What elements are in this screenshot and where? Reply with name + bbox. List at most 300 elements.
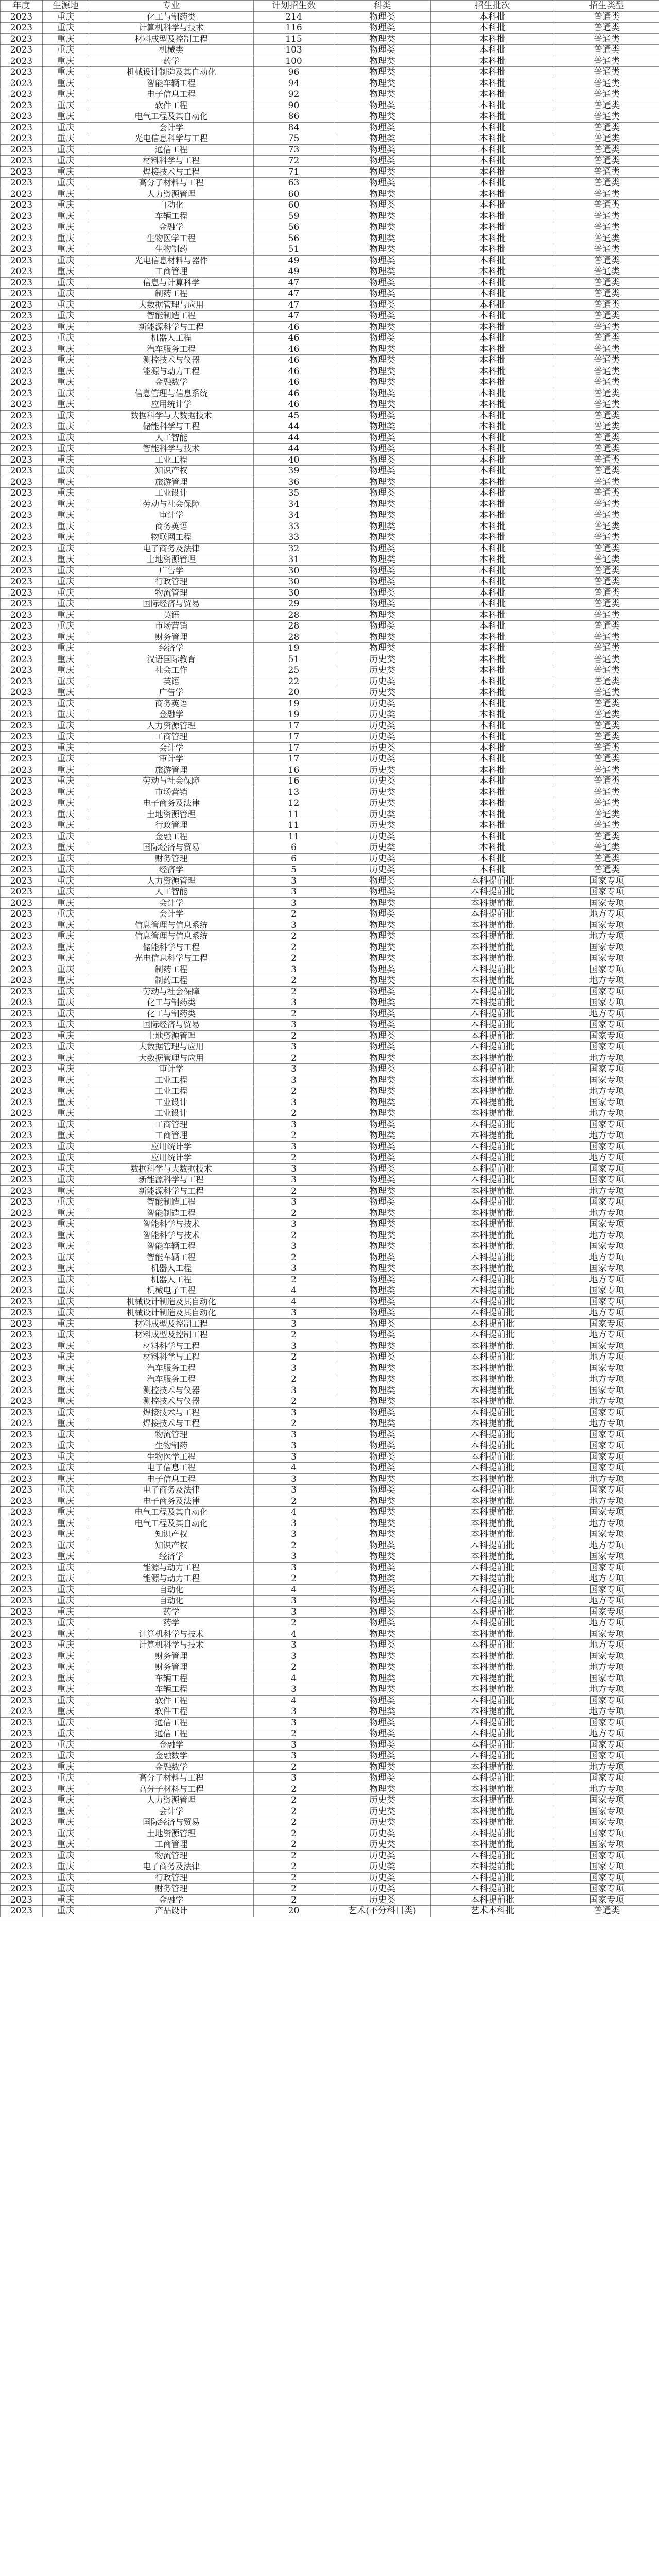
cell-major: 测控技术与仪器 — [89, 355, 254, 366]
cell-origin: 重庆 — [43, 23, 89, 34]
table-row — [1, 1695, 659, 1706]
cell-major: 金融数学 — [89, 1761, 254, 1773]
cell-year: 2023 — [1, 366, 43, 377]
cell-type: 地方专项 — [554, 1130, 659, 1142]
cell-type: 普通类 — [554, 521, 659, 532]
cell-subject: 物理类 — [334, 1784, 431, 1795]
cell-subject: 物理类 — [334, 255, 431, 266]
cell-batch: 本科提前批 — [431, 920, 554, 931]
cell-year: 2023 — [1, 787, 43, 798]
table-row — [1, 333, 659, 344]
cell-origin: 重庆 — [43, 920, 89, 931]
cell-batch: 本科提前批 — [431, 1308, 554, 1319]
cell-year: 2023 — [1, 1795, 43, 1806]
cell-subject: 物理类 — [334, 554, 431, 566]
cell-origin: 重庆 — [43, 166, 89, 178]
cell-major: 人工智能 — [89, 432, 254, 444]
cell-major: 汽车服务工程 — [89, 344, 254, 355]
cell-origin: 重庆 — [43, 178, 89, 189]
cell-batch: 本科批 — [431, 765, 554, 776]
cell-major: 商务英语 — [89, 521, 254, 532]
cell-plan-count: 3 — [254, 1596, 334, 1607]
table-row — [1, 1518, 659, 1529]
cell-subject: 历史类 — [334, 787, 431, 798]
cell-subject: 物理类 — [334, 1075, 431, 1086]
cell-origin: 重庆 — [43, 444, 89, 455]
cell-plan-count: 72 — [254, 156, 334, 167]
cell-origin: 重庆 — [43, 1573, 89, 1585]
cell-major: 焊接技术与工程 — [89, 166, 254, 178]
cell-subject: 物理类 — [334, 1496, 431, 1507]
cell-plan-count: 2 — [254, 1618, 334, 1629]
cell-year: 2023 — [1, 399, 43, 411]
cell-major: 材料成型及控制工程 — [89, 1330, 254, 1341]
cell-origin: 重庆 — [43, 1861, 89, 1873]
cell-origin: 重庆 — [43, 1507, 89, 1518]
cell-type: 普通类 — [554, 144, 659, 156]
cell-major: 通信工程 — [89, 1728, 254, 1740]
cell-year: 2023 — [1, 178, 43, 189]
cell-type: 国家专项 — [554, 1861, 659, 1873]
cell-batch: 本科提前批 — [431, 1629, 554, 1640]
cell-plan-count: 33 — [254, 532, 334, 544]
cell-major: 智能科学与技术 — [89, 1230, 254, 1241]
cell-plan-count: 46 — [254, 355, 334, 366]
cell-year: 2023 — [1, 122, 43, 133]
table-row — [1, 344, 659, 355]
cell-type: 国家专项 — [554, 1163, 659, 1175]
cell-origin: 重庆 — [43, 289, 89, 300]
cell-type: 国家专项 — [554, 920, 659, 931]
cell-subject: 物理类 — [334, 45, 431, 56]
cell-major: 生物医学工程 — [89, 1451, 254, 1463]
cell-plan-count: 3 — [254, 997, 334, 1009]
cell-major: 财务管理 — [89, 1884, 254, 1895]
cell-origin: 重庆 — [43, 122, 89, 133]
cell-major: 焊接技术与工程 — [89, 1418, 254, 1430]
cell-major: 能源与动力工程 — [89, 1562, 254, 1573]
cell-plan-count: 3 — [254, 1773, 334, 1784]
cell-type: 普通类 — [554, 23, 659, 34]
table-row — [1, 266, 659, 278]
cell-subject: 物理类 — [334, 953, 431, 964]
cell-major: 智能制造工程 — [89, 1197, 254, 1208]
cell-subject: 物理类 — [334, 1219, 431, 1230]
cell-major: 制药工程 — [89, 964, 254, 975]
cell-subject: 物理类 — [334, 1673, 431, 1684]
cell-plan-count: 2 — [254, 1761, 334, 1773]
table-row — [1, 1141, 659, 1153]
cell-type: 普通类 — [554, 133, 659, 145]
cell-major: 电气工程及其自动化 — [89, 1518, 254, 1529]
cell-year: 2023 — [1, 488, 43, 499]
table-row — [1, 1020, 659, 1031]
cell-major: 能源与动力工程 — [89, 1573, 254, 1585]
cell-origin: 重庆 — [43, 33, 89, 45]
cell-type: 普通类 — [554, 488, 659, 499]
cell-plan-count: 3 — [254, 1684, 334, 1696]
cell-plan-count: 39 — [254, 466, 334, 477]
cell-batch: 本科提前批 — [431, 1784, 554, 1795]
cell-origin: 重庆 — [43, 100, 89, 111]
cell-year: 2023 — [1, 355, 43, 366]
cell-batch: 本科批 — [431, 543, 554, 554]
cell-type: 普通类 — [554, 454, 659, 466]
cell-type: 普通类 — [554, 444, 659, 455]
cell-origin: 重庆 — [43, 244, 89, 256]
cell-origin: 重庆 — [43, 421, 89, 433]
cell-type: 普通类 — [554, 787, 659, 798]
cell-year: 2023 — [1, 831, 43, 842]
cell-plan-count: 73 — [254, 144, 334, 156]
cell-subject: 物理类 — [334, 1717, 431, 1728]
cell-subject: 历史类 — [334, 654, 431, 665]
cell-batch: 本科提前批 — [431, 1296, 554, 1308]
cell-origin: 重庆 — [43, 1451, 89, 1463]
cell-origin: 重庆 — [43, 1285, 89, 1297]
cell-major: 电子信息工程 — [89, 1473, 254, 1485]
cell-subject: 物理类 — [334, 1662, 431, 1673]
cell-type: 普通类 — [554, 45, 659, 56]
table-row — [1, 111, 659, 123]
table-row — [1, 289, 659, 300]
cell-major: 通信工程 — [89, 144, 254, 156]
cell-batch: 本科批 — [431, 787, 554, 798]
cell-year: 2023 — [1, 1075, 43, 1086]
cell-year: 2023 — [1, 1850, 43, 1861]
table-row — [1, 1850, 659, 1861]
cell-major: 高分子材料与工程 — [89, 178, 254, 189]
table-row — [1, 1130, 659, 1142]
cell-plan-count: 4 — [254, 1673, 334, 1684]
cell-major: 电子信息工程 — [89, 1463, 254, 1474]
cell-origin: 重庆 — [43, 577, 89, 588]
cell-major: 人工智能 — [89, 887, 254, 898]
cell-origin: 重庆 — [43, 1020, 89, 1031]
table-row — [1, 244, 659, 256]
cell-major: 英语 — [89, 609, 254, 621]
cell-year: 2023 — [1, 1618, 43, 1629]
cell-origin: 重庆 — [43, 1219, 89, 1230]
cell-major: 信息与计算科学 — [89, 277, 254, 289]
cell-origin: 重庆 — [43, 1374, 89, 1385]
cell-plan-count: 100 — [254, 56, 334, 67]
cell-type: 国家专项 — [554, 1451, 659, 1463]
cell-type: 地方专项 — [554, 1618, 659, 1629]
cell-batch: 本科提前批 — [431, 1230, 554, 1241]
cell-type: 普通类 — [554, 865, 659, 876]
cell-major: 机器人工程 — [89, 1263, 254, 1275]
cell-major: 生物制药 — [89, 1440, 254, 1452]
cell-subject: 物理类 — [334, 321, 431, 333]
cell-origin: 重庆 — [43, 1030, 89, 1042]
cell-type: 国家专项 — [554, 1363, 659, 1374]
cell-batch: 本科批 — [431, 776, 554, 787]
cell-major: 计算机科学与技术 — [89, 1640, 254, 1651]
cell-subject: 物理类 — [334, 366, 431, 377]
cell-plan-count: 47 — [254, 299, 334, 311]
table-row — [1, 831, 659, 842]
cell-subject: 物理类 — [334, 577, 431, 588]
table-row — [1, 1717, 659, 1728]
cell-major: 机器人工程 — [89, 333, 254, 344]
cell-type: 普通类 — [554, 233, 659, 244]
cell-major: 电子商务及法律 — [89, 543, 254, 554]
cell-subject: 物理类 — [334, 1119, 431, 1130]
table-row — [1, 510, 659, 521]
cell-major: 材料成型及控制工程 — [89, 33, 254, 45]
table-row — [1, 720, 659, 732]
cell-origin: 重庆 — [43, 1352, 89, 1363]
cell-type: 普通类 — [554, 510, 659, 521]
cell-subject: 历史类 — [334, 1795, 431, 1806]
cell-major: 电子商务及法律 — [89, 1485, 254, 1496]
cell-plan-count: 2 — [254, 1008, 334, 1020]
cell-type: 国家专项 — [554, 1097, 659, 1108]
cell-origin: 重庆 — [43, 1872, 89, 1884]
cell-major: 金融数学 — [89, 377, 254, 388]
cell-origin: 重庆 — [43, 587, 89, 599]
cell-batch: 本科提前批 — [431, 1795, 554, 1806]
cell-type: 普通类 — [554, 156, 659, 167]
cell-subject: 物理类 — [334, 920, 431, 931]
cell-major: 制药工程 — [89, 975, 254, 987]
cell-batch: 本科批 — [431, 665, 554, 676]
cell-type: 国家专项 — [554, 1175, 659, 1186]
table-row — [1, 1108, 659, 1120]
table-row — [1, 200, 659, 211]
cell-subject: 物理类 — [334, 1086, 431, 1097]
cell-subject: 物理类 — [334, 200, 431, 211]
cell-subject: 物理类 — [334, 1596, 431, 1607]
cell-origin: 重庆 — [43, 831, 89, 842]
table-row — [1, 565, 659, 577]
cell-origin: 重庆 — [43, 687, 89, 699]
cell-subject: 物理类 — [334, 1185, 431, 1197]
cell-year: 2023 — [1, 676, 43, 687]
cell-type: 国家专项 — [554, 1795, 659, 1806]
table-row — [1, 211, 659, 222]
cell-origin: 重庆 — [43, 543, 89, 554]
cell-major: 金融学 — [89, 1894, 254, 1906]
cell-year: 2023 — [1, 776, 43, 787]
table-row — [1, 388, 659, 399]
table-row — [1, 1739, 659, 1751]
cell-plan-count: 90 — [254, 100, 334, 111]
cell-origin: 重庆 — [43, 1673, 89, 1684]
cell-type: 国家专项 — [554, 1197, 659, 1208]
cell-type: 地方专项 — [554, 1053, 659, 1064]
cell-batch: 本科提前批 — [431, 1418, 554, 1430]
cell-plan-count: 3 — [254, 1562, 334, 1573]
cell-plan-count: 47 — [254, 289, 334, 300]
cell-batch: 本科提前批 — [431, 1596, 554, 1607]
cell-subject: 物理类 — [334, 942, 431, 953]
cell-major: 计算机科学与技术 — [89, 1629, 254, 1640]
cell-major: 工商管理 — [89, 266, 254, 278]
table-row — [1, 11, 659, 23]
cell-major: 商务英语 — [89, 698, 254, 709]
header-origin: 生源地 — [43, 1, 89, 12]
cell-origin: 重庆 — [43, 931, 89, 942]
cell-plan-count: 56 — [254, 233, 334, 244]
cell-major: 材料科学与工程 — [89, 1341, 254, 1352]
table-row — [1, 1119, 659, 1130]
cell-plan-count: 2 — [254, 1130, 334, 1142]
cell-plan-count: 44 — [254, 432, 334, 444]
cell-plan-count: 11 — [254, 820, 334, 832]
table-row — [1, 931, 659, 942]
cell-subject: 物理类 — [334, 997, 431, 1009]
cell-subject: 物理类 — [334, 643, 431, 654]
table-row — [1, 1728, 659, 1740]
cell-year: 2023 — [1, 1806, 43, 1817]
cell-origin: 重庆 — [43, 654, 89, 665]
cell-plan-count: 6 — [254, 842, 334, 854]
cell-year: 2023 — [1, 765, 43, 776]
cell-type: 普通类 — [554, 333, 659, 344]
cell-type: 国家专项 — [554, 1894, 659, 1906]
table-row — [1, 820, 659, 832]
cell-batch: 本科批 — [431, 178, 554, 189]
cell-plan-count: 60 — [254, 200, 334, 211]
cell-major: 经济学 — [89, 865, 254, 876]
cell-batch: 本科提前批 — [431, 1861, 554, 1873]
cell-origin: 重庆 — [43, 1108, 89, 1120]
table-row — [1, 1008, 659, 1020]
cell-batch: 本科提前批 — [431, 1706, 554, 1718]
cell-type: 国家专项 — [554, 1440, 659, 1452]
cell-batch: 本科批 — [431, 654, 554, 665]
cell-origin: 重庆 — [43, 1618, 89, 1629]
cell-plan-count: 19 — [254, 709, 334, 721]
header-row — [1, 1, 659, 12]
table-row — [1, 964, 659, 975]
cell-type: 普通类 — [554, 399, 659, 411]
cell-subject: 物理类 — [334, 277, 431, 289]
cell-batch: 本科提前批 — [431, 942, 554, 953]
cell-type: 地方专项 — [554, 1153, 659, 1164]
cell-subject: 物理类 — [334, 1363, 431, 1374]
cell-plan-count: 3 — [254, 1064, 334, 1075]
cell-origin: 重庆 — [43, 499, 89, 510]
cell-year: 2023 — [1, 11, 43, 23]
table-row — [1, 466, 659, 477]
cell-major: 药学 — [89, 1618, 254, 1629]
cell-batch: 本科提前批 — [431, 1219, 554, 1230]
cell-major: 智能科学与技术 — [89, 1219, 254, 1230]
table-row — [1, 133, 659, 145]
cell-plan-count: 49 — [254, 255, 334, 266]
table-row — [1, 1751, 659, 1762]
cell-major: 行政管理 — [89, 577, 254, 588]
cell-type: 普通类 — [554, 853, 659, 865]
cell-subject: 历史类 — [334, 732, 431, 743]
cell-plan-count: 2 — [254, 909, 334, 920]
cell-major: 会计学 — [89, 742, 254, 754]
cell-major: 能源与动力工程 — [89, 366, 254, 377]
cell-type: 普通类 — [554, 643, 659, 654]
cell-year: 2023 — [1, 1451, 43, 1463]
cell-origin: 重庆 — [43, 1662, 89, 1673]
cell-type: 普通类 — [554, 299, 659, 311]
cell-batch: 本科批 — [431, 587, 554, 599]
cell-batch: 本科批 — [431, 477, 554, 488]
cell-plan-count: 2 — [254, 1894, 334, 1906]
cell-year: 2023 — [1, 1629, 43, 1640]
cell-type: 国家专项 — [554, 1739, 659, 1751]
table-body — [1, 11, 659, 1917]
cell-major: 自动化 — [89, 1596, 254, 1607]
cell-plan-count: 46 — [254, 333, 334, 344]
cell-type: 普通类 — [554, 100, 659, 111]
table-row — [1, 1817, 659, 1828]
cell-year: 2023 — [1, 865, 43, 876]
cell-year: 2023 — [1, 1374, 43, 1385]
cell-major: 工商管理 — [89, 1119, 254, 1130]
table-row — [1, 1872, 659, 1884]
cell-batch: 本科提前批 — [431, 875, 554, 887]
table-row — [1, 1606, 659, 1618]
cell-origin: 重庆 — [43, 1119, 89, 1130]
cell-subject: 历史类 — [334, 831, 431, 842]
table-row — [1, 687, 659, 699]
cell-year: 2023 — [1, 1706, 43, 1718]
cell-major: 汉语国际教育 — [89, 654, 254, 665]
cell-plan-count: 2 — [254, 1252, 334, 1263]
table-row — [1, 1330, 659, 1341]
cell-origin: 重庆 — [43, 1330, 89, 1341]
cell-subject: 物理类 — [334, 454, 431, 466]
cell-type: 地方专项 — [554, 1706, 659, 1718]
table-row — [1, 166, 659, 178]
cell-year: 2023 — [1, 621, 43, 632]
table-row — [1, 1562, 659, 1573]
table-row — [1, 1806, 659, 1817]
cell-batch: 本科批 — [431, 709, 554, 721]
table-row — [1, 299, 659, 311]
cell-plan-count: 94 — [254, 78, 334, 89]
cell-type: 普通类 — [554, 311, 659, 322]
table-row — [1, 1086, 659, 1097]
cell-subject: 历史类 — [334, 687, 431, 699]
cell-plan-count: 3 — [254, 1075, 334, 1086]
cell-batch: 本科批 — [431, 842, 554, 854]
table-row — [1, 897, 659, 909]
cell-batch: 本科批 — [431, 632, 554, 643]
cell-plan-count: 3 — [254, 1385, 334, 1396]
cell-batch: 本科批 — [431, 311, 554, 322]
cell-type: 国家专项 — [554, 1695, 659, 1706]
cell-type: 普通类 — [554, 687, 659, 699]
cell-type: 国家专项 — [554, 897, 659, 909]
cell-subject: 物理类 — [334, 543, 431, 554]
cell-batch: 本科提前批 — [431, 1739, 554, 1751]
cell-plan-count: 3 — [254, 1518, 334, 1529]
cell-batch: 本科提前批 — [431, 1008, 554, 1020]
cell-year: 2023 — [1, 388, 43, 399]
cell-type: 国家专项 — [554, 1485, 659, 1496]
cell-batch: 本科提前批 — [431, 975, 554, 987]
cell-origin: 重庆 — [43, 698, 89, 709]
cell-plan-count: 2 — [254, 1806, 334, 1817]
cell-subject: 物理类 — [334, 1518, 431, 1529]
cell-subject: 物理类 — [334, 521, 431, 532]
cell-batch: 本科批 — [431, 333, 554, 344]
cell-batch: 本科提前批 — [431, 1529, 554, 1540]
cell-major: 工业设计 — [89, 1097, 254, 1108]
cell-batch: 本科提前批 — [431, 986, 554, 997]
